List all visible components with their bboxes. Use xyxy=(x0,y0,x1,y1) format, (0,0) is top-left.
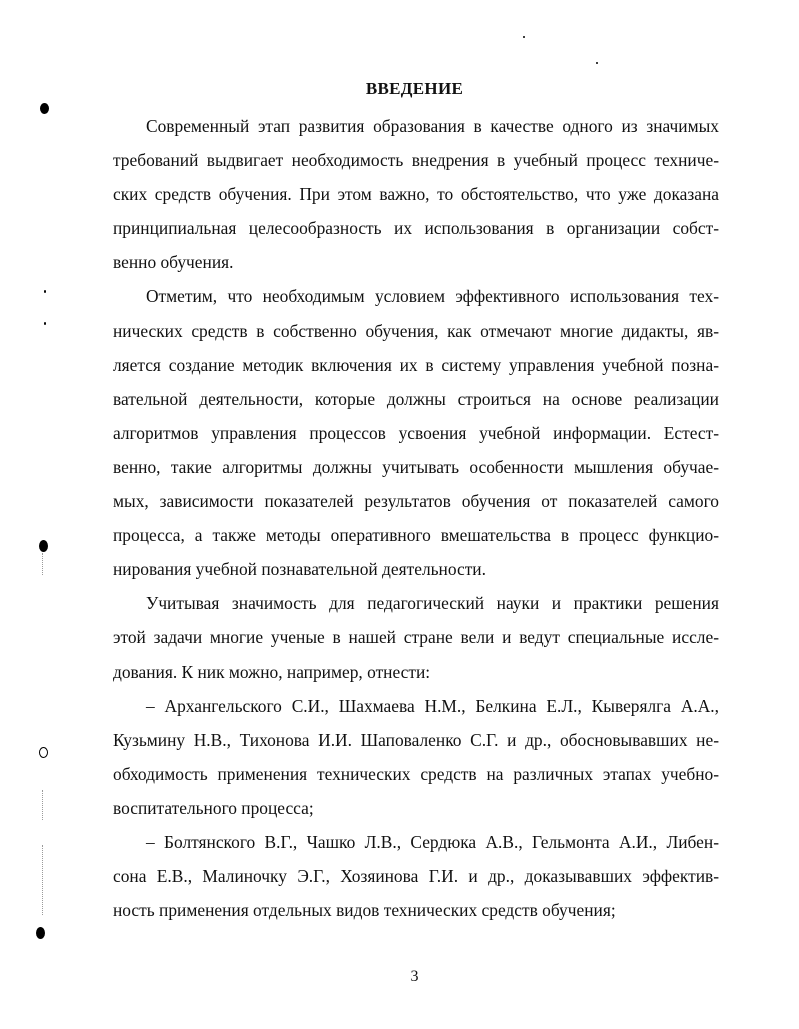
scan-speck xyxy=(596,62,598,64)
scan-speck xyxy=(44,290,46,293)
list-item xyxy=(113,825,719,927)
text-line: венно, такие алгоритмы должны учитывать особенности мышления обучае- xyxy=(113,456,719,477)
text-line: алгоритмов управления процессов усвоения учебной информации. Естест- xyxy=(113,422,719,443)
text-line: Современный этап развития образования в качестве одного из значимых xyxy=(146,116,719,136)
text-line: – Архангельского С.И., Шахмаева Н.М., Белкина Е.Л., Кыверялга А.А., xyxy=(146,695,719,716)
scan-speck xyxy=(39,747,48,758)
list-item xyxy=(113,689,719,825)
text-line: венно обучения. xyxy=(113,252,234,273)
text-line: Учитывая значимость для педагогический науки и практики решения xyxy=(146,593,719,614)
text-line: ляется создание методик включения их в систему управления учебной позна- xyxy=(113,354,719,375)
text-line: воспитательного процесса; xyxy=(113,797,314,818)
binding-hole-mark xyxy=(40,103,49,114)
document-body xyxy=(113,109,719,927)
text-line: мых, зависимости показателей результатов обучения от показателей самого xyxy=(113,491,719,512)
document-title: ВВЕДЕНИЕ xyxy=(365,79,464,98)
text-line: Отметим, что необходимым условием эффективного использования тех- xyxy=(146,286,719,307)
text-line: этой задачи многие ученые в нашей стране вели и ведут специальные иссле- xyxy=(113,627,719,648)
text-line: дования. К ник можно, например, отнести: xyxy=(113,661,431,682)
binding-hole-mark xyxy=(36,927,45,939)
scan-dotted-line xyxy=(42,845,44,915)
scan-speck xyxy=(523,36,525,38)
text-line: процесса, а также методы оперативного вмешательства в процесс функцио- xyxy=(113,525,719,546)
text-line: – Болтянского В.Г., Чашко Л.В., Сердюка А.В., Гельмонта А.И., Либен- xyxy=(146,831,719,852)
text-line: принципиальная целесообразность их использования в организации собст- xyxy=(113,218,719,239)
paragraph xyxy=(113,279,719,586)
text-line: нирования учебной познавательной деятельности. xyxy=(113,559,486,580)
text-line: сона Е.В., Малиночку Э.Г., Хозяинова Г.И. и др., доказывавших эффектив- xyxy=(113,866,719,887)
paragraph xyxy=(113,109,719,279)
text-line: ность применения отдельных видов технических средств обучения; xyxy=(113,900,616,921)
paragraph xyxy=(113,586,719,688)
scan-speck xyxy=(44,322,46,325)
text-line: ских средств обучения. При этом важно, то обстоятельство, что уже доказана xyxy=(113,184,719,205)
text-line: нических средств в собственно обучения, как отмечают многие дидакты, яв- xyxy=(113,320,719,341)
binding-hole-mark xyxy=(39,540,48,552)
text-line: обходимость применения технических средств на различных этапах учебно- xyxy=(113,763,719,784)
scan-dotted-line xyxy=(42,790,44,820)
page-number: 3 xyxy=(410,968,419,985)
text-line: требований выдвигает необходимость внедрения в учебный процесс техниче- xyxy=(113,150,719,171)
text-line: Кузьмину Н.В., Тихонова И.И. Шаповаленко С.Г. и др., обосновывавших не- xyxy=(113,729,719,750)
scan-dotted-line xyxy=(42,553,44,575)
text-line: вательной деятельности, которые должны строиться на основе реализации xyxy=(113,388,719,409)
